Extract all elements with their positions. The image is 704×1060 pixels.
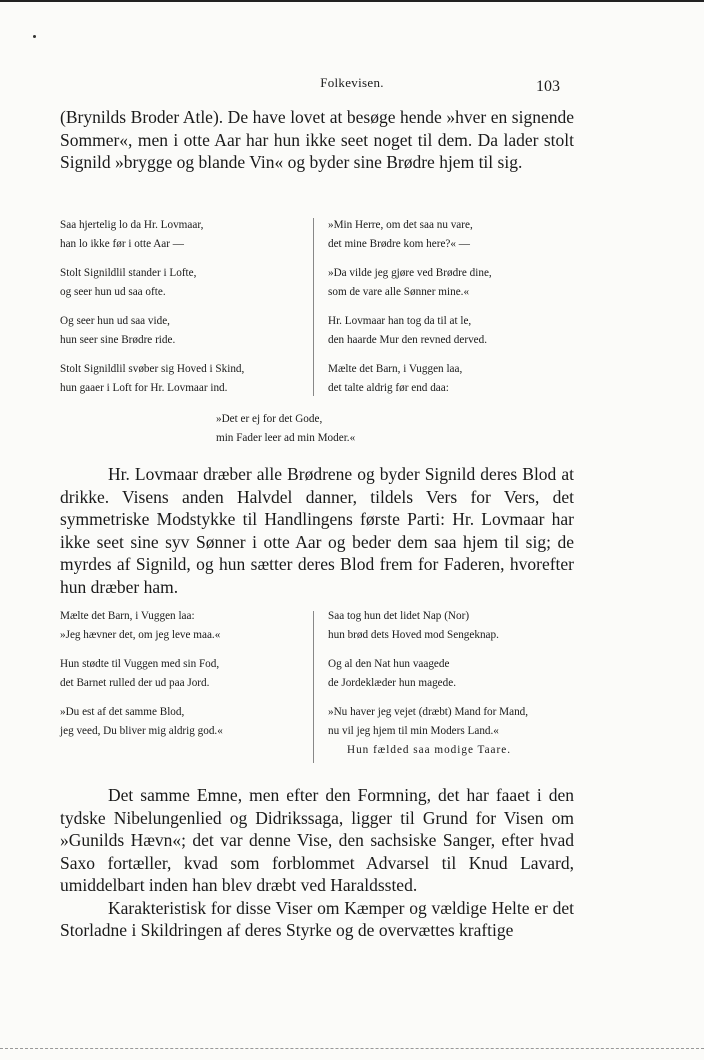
verse2-left-stanza-1: Mælte det Barn, i Vuggen laa: »Jeg hævner det, om jeg leve maa.« (60, 610, 221, 641)
verse1-left-stanza-1: Saa hjertelig lo da Hr. Lovmaar, han lo ikke før i otte Aar — (60, 219, 204, 250)
prose-paragraph-2: Hr. Lovmaar dræber alle Brødrene og byder Signild deres Blod at drikke. Visens anden Halvdel danner, tildels Vers for Vers, det symmetriske Modstykke til Handlingens første Parti: Hr. Lovmaar har ikke seet sine syv Sønner i otte Aar og beder dem saa hjem til sig; de myrdes af Signild, og hun sætter deres Blod frem for Faderen, hvorefter hun dræber ham. (60, 464, 574, 597)
running-head: Folkevisen. (320, 75, 384, 90)
verse1-right-stanza-1: »Min Herre, om det saa nu vare, det mine Brødre kom here?« — (328, 219, 473, 250)
page-bottom-edge (0, 1048, 704, 1050)
verse-block-2 (60, 607, 574, 767)
verse2-right-stanza-1: Saa tog hun det lidet Nap (Nor) hun brød dets Hoved mod Sengeknap. (328, 610, 499, 641)
verse1-right-stanza-4: Mælte det Barn, i Vuggen laa, det talte aldrig før end daa: (328, 363, 463, 394)
verse1-right-stanza-2: »Da vilde jeg gjøre ved Brødre dine, som de vare alle Sønner mine.« (328, 267, 492, 298)
page-number: 103 (536, 78, 560, 95)
verse2-right-stanza-3: »Nu haver jeg vejet (dræbt) Mand for Mand, nu vil jeg hjem til min Moders Land.« Hun fælded saa modige Taare. (328, 706, 529, 756)
verse1-center-stanza: »Det er ej for det Gode, min Fader leer ad min Moder.« (216, 413, 356, 444)
prose-paragraph-1: (Brynilds Broder Atle). De have lovet at besøge hende »hver en signende Sommer«, men i otte Aar har hun ikke seet noget til dem. Da lader stolt Signild »brygge og blande Vin« og byder sine Brødre hjem til sig. (60, 107, 574, 172)
page-top-edge (0, 0, 704, 2)
verse2-left-stanza-3: »Du est af det samme Blod, jeg veed, Du bliver mig aldrig god.« (60, 706, 223, 737)
verse2-left-stanza-2: Hun stødte til Vuggen med sin Fod, det Barnet rulled der ud paa Jord. (60, 658, 220, 689)
verse1-left-stanza-4: Stolt Signildlil svøber sig Hoved i Skind, hun gaaer i Loft for Hr. Lovmaar ind. (60, 363, 245, 394)
verse1-left-stanza-3: Og seer hun ud saa vide, hun seer sine Brødre ride. (60, 315, 176, 346)
prose-paragraph-3: Det samme Emne, men efter den Formning, det har faaet i den tydske Nibelungenlied og Didrikssaga, ligger til Grund for Visen om »Gunilds Hævn«; det var denne Vise, den sachsiske Sanger, efter hvad Saxo fortæller, kvad som forblommet Advarsel til Knud Lavard, umiddelbart inden han blev dræbt ved Haraldssted. Karakteristisk for disse Viser om Kæmper og vældige Helte er det Storladne i Skildringen af deres Styrke og de overvættes kraftige (60, 785, 574, 940)
verse1-right-stanza-3: Hr. Lovmaar han tog da til at le, den haarde Mur den revned derved. (328, 315, 488, 346)
prose-paragraph-4: Karakteristisk for disse Viser om Kæmper og vældige Helte er det Storladne i Skildringen af deres Styrke og de overvættes kraftige (60, 897, 574, 940)
verse1-left-stanza-2: Stolt Signildlil stander i Lofte, og seer hun ud saa ofte. (60, 267, 197, 298)
verse2-right-stanza-2: Og al den Nat hun vaagede de Jordeklæder hun magede. (328, 658, 456, 689)
ink-speck (33, 35, 36, 38)
verse-block-1 (60, 216, 574, 452)
